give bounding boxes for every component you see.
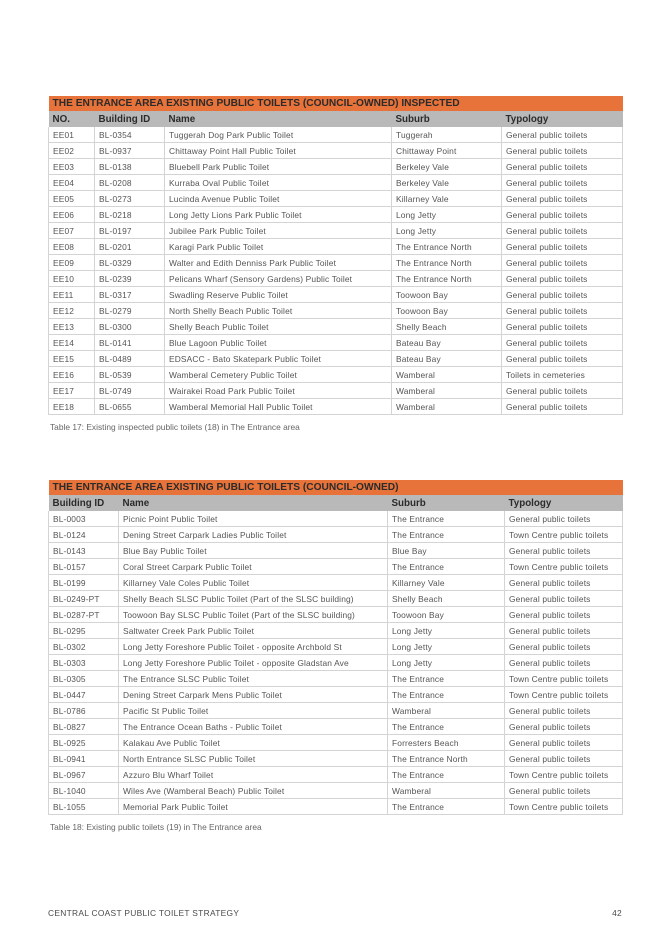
table-cell: General public toilets (505, 655, 623, 671)
table-row (49, 127, 623, 143)
table-row (49, 271, 623, 287)
table-cell: Town Centre public toilets (505, 527, 623, 543)
table-row (49, 303, 623, 319)
table-cell: BL-0317 (95, 287, 165, 303)
table-cell: North Entrance SLSC Public Toilet (119, 751, 388, 767)
table-cell: EE03 (49, 159, 95, 175)
table-body (49, 511, 623, 815)
table-cell: Berkeley Vale (392, 159, 502, 175)
table-cell: General public toilets (502, 287, 623, 303)
table-row (49, 639, 623, 655)
table-cell: Wairakei Road Park Public Toilet (165, 383, 392, 399)
table-cell: BL-0279 (95, 303, 165, 319)
table-row (49, 367, 623, 383)
table-cell: Chittaway Point Hall Public Toilet (165, 143, 392, 159)
table-row (49, 799, 623, 815)
table-cell: General public toilets (505, 735, 623, 751)
table-cell: General public toilets (502, 239, 623, 255)
table-cell: General public toilets (502, 255, 623, 271)
table-cell: Killarney Vale Coles Public Toilet (119, 575, 388, 591)
table-cell: Long Jetty (388, 623, 505, 639)
table-cell: General public toilets (502, 223, 623, 239)
table-cell: BL-0138 (95, 159, 165, 175)
column-header-typology: Typology (505, 495, 623, 511)
inspected-toilets-table-section (48, 96, 622, 432)
table-cell: Killarney Vale (388, 575, 505, 591)
table-row (49, 591, 623, 607)
table-cell: BL-0197 (95, 223, 165, 239)
table-cell: BL-1055 (49, 799, 119, 815)
table-cell: BL-0218 (95, 207, 165, 223)
table-row (49, 239, 623, 255)
table-cell: The Entrance (388, 687, 505, 703)
table-cell: Coral Street Carpark Public Toilet (119, 559, 388, 575)
table-cell: EE07 (49, 223, 95, 239)
table-cell: Bateau Bay (392, 335, 502, 351)
table-cell: Wamberal (392, 383, 502, 399)
table-cell: Wamberal (388, 783, 505, 799)
table-row (49, 575, 623, 591)
table-cell: BL-0303 (49, 655, 119, 671)
table-cell: EE06 (49, 207, 95, 223)
table-row (49, 527, 623, 543)
table-cell: Long Jetty (388, 639, 505, 655)
table-row (49, 351, 623, 367)
table-cell: EE17 (49, 383, 95, 399)
column-header-suburb: Suburb (388, 495, 505, 511)
table-cell: The Entrance North (392, 255, 502, 271)
table-cell: BL-0287-PT (49, 607, 119, 623)
column-header-building-id: Building ID (95, 111, 165, 127)
table-cell: The Entrance (388, 527, 505, 543)
table-cell: EE09 (49, 255, 95, 271)
table-cell: Long Jetty Lions Park Public Toilet (165, 207, 392, 223)
table-cell: Swadling Reserve Public Toilet (165, 287, 392, 303)
table-row (49, 703, 623, 719)
table-cell: EE11 (49, 287, 95, 303)
table-cell: General public toilets (505, 783, 623, 799)
table-cell: BL-0925 (49, 735, 119, 751)
table-cell: Toowoon Bay SLSC Public Toilet (Part of the SLSC building) (119, 607, 388, 623)
table-cell: EE01 (49, 127, 95, 143)
table-cell: EE05 (49, 191, 95, 207)
table-cell: Shelly Beach (392, 319, 502, 335)
table-cell: General public toilets (505, 639, 623, 655)
table-cell: Bluebell Park Public Toilet (165, 159, 392, 175)
table-cell: Shelly Beach Public Toilet (165, 319, 392, 335)
page-footer (48, 908, 622, 918)
table-row (49, 319, 623, 335)
inspected-toilets-table (48, 96, 623, 415)
table-cell: BL-0141 (95, 335, 165, 351)
table-cell: BL-0300 (95, 319, 165, 335)
table-cell: EE10 (49, 271, 95, 287)
table-cell: BL-0941 (49, 751, 119, 767)
table-title: THE ENTRANCE AREA EXISTING PUBLIC TOILETS (COUNCIL-OWNED) INSPECTED (49, 96, 623, 111)
table-cell: Picnic Point Public Toilet (119, 511, 388, 527)
table-cell: Toowoon Bay (388, 607, 505, 623)
table-cell: General public toilets (502, 383, 623, 399)
table-row (49, 559, 623, 575)
table-row (49, 751, 623, 767)
table-cell: BL-0295 (49, 623, 119, 639)
table-row (49, 191, 623, 207)
table-row (49, 511, 623, 527)
table-cell: Pelicans Wharf (Sensory Gardens) Public Toilet (165, 271, 392, 287)
table-row (49, 255, 623, 271)
table-cell: BL-0273 (95, 191, 165, 207)
table-row (49, 543, 623, 559)
table-cell: Saltwater Creek Park Public Toilet (119, 623, 388, 639)
table-cell: EE04 (49, 175, 95, 191)
table-cell: EE16 (49, 367, 95, 383)
table-cell: Town Centre public toilets (505, 671, 623, 687)
table-cell: EE02 (49, 143, 95, 159)
table-cell: Memorial Park Public Toilet (119, 799, 388, 815)
table-cell: BL-0201 (95, 239, 165, 255)
table-cell: EE13 (49, 319, 95, 335)
table-row (49, 623, 623, 639)
table-cell: General public toilets (502, 399, 623, 415)
table-cell: BL-0302 (49, 639, 119, 655)
table-row (49, 783, 623, 799)
page-number: 42 (612, 908, 622, 918)
column-header-typology: Typology (502, 111, 623, 127)
table-cell: Long Jetty Foreshore Public Toilet - opposite Archbold St (119, 639, 388, 655)
table-cell: BL-0354 (95, 127, 165, 143)
document-title: CENTRAL COAST PUBLIC TOILET STRATEGY (48, 908, 240, 918)
table-cell: Dening Street Carpark Mens Public Toilet (119, 687, 388, 703)
table-cell: Wamberal (392, 399, 502, 415)
table-cell: BL-0329 (95, 255, 165, 271)
table-cell: General public toilets (502, 335, 623, 351)
table-row (49, 207, 623, 223)
table-cell: Blue Bay Public Toilet (119, 543, 388, 559)
table-row (49, 671, 623, 687)
existing-toilets-table (48, 480, 623, 815)
table-cell: BL-0239 (95, 271, 165, 287)
table-cell: BL-0489 (95, 351, 165, 367)
table-row (49, 287, 623, 303)
table-cell: BL-0124 (49, 527, 119, 543)
table-cell: BL-0208 (95, 175, 165, 191)
table-row (49, 687, 623, 703)
table-cell: General public toilets (502, 271, 623, 287)
table-header-row (49, 111, 623, 127)
table-cell: Blue Bay (388, 543, 505, 559)
column-header-name: Name (165, 111, 392, 127)
table-cell: EE14 (49, 335, 95, 351)
table-cell: Town Centre public toilets (505, 799, 623, 815)
table-row (49, 223, 623, 239)
table-cell: General public toilets (505, 623, 623, 639)
table-cell: Tuggerah Dog Park Public Toilet (165, 127, 392, 143)
table-cell: Killarney Vale (392, 191, 502, 207)
existing-toilets-table-section (48, 480, 622, 832)
table-cell: EE08 (49, 239, 95, 255)
table-row (49, 143, 623, 159)
table-cell: The Entrance North (392, 239, 502, 255)
table-cell: General public toilets (505, 511, 623, 527)
table-row (49, 175, 623, 191)
table-cell: Kalakau Ave Public Toilet (119, 735, 388, 751)
table-body (49, 127, 623, 415)
table-cell: EE12 (49, 303, 95, 319)
column-header-building-id: Building ID (49, 495, 119, 511)
table-cell: The Entrance (388, 767, 505, 783)
table-cell: Berkeley Vale (392, 175, 502, 191)
table-cell: The Entrance North (392, 271, 502, 287)
table-row (49, 719, 623, 735)
table-cell: BL-0199 (49, 575, 119, 591)
table-row (49, 383, 623, 399)
table-cell: Azzuro Blu Wharf Toilet (119, 767, 388, 783)
table-cell: Walter and Edith Denniss Park Public Toilet (165, 255, 392, 271)
table-cell: Long Jetty (392, 223, 502, 239)
table-cell: Town Centre public toilets (505, 687, 623, 703)
table-cell: Wamberal Memorial Hall Public Toilet (165, 399, 392, 415)
table-cell: The Entrance (388, 559, 505, 575)
table-cell: The Entrance (388, 719, 505, 735)
table-cell: Toowoon Bay (392, 303, 502, 319)
table-cell: BL-1040 (49, 783, 119, 799)
table-row (49, 607, 623, 623)
table-row (49, 767, 623, 783)
table-cell: General public toilets (505, 751, 623, 767)
table-cell: General public toilets (502, 319, 623, 335)
table-cell: General public toilets (502, 351, 623, 367)
table-cell: BL-0003 (49, 511, 119, 527)
table-row (49, 159, 623, 175)
table-cell: BL-0937 (95, 143, 165, 159)
table-cell: BL-0967 (49, 767, 119, 783)
table-cell: Shelly Beach (388, 591, 505, 607)
table-cell: General public toilets (502, 191, 623, 207)
table-cell: Long Jetty Foreshore Public Toilet - opposite Gladstan Ave (119, 655, 388, 671)
table-cell: Blue Lagoon Public Toilet (165, 335, 392, 351)
table-header-row (49, 495, 623, 511)
table-cell: The Entrance SLSC Public Toilet (119, 671, 388, 687)
table-cell: The Entrance Ocean Baths - Public Toilet (119, 719, 388, 735)
table-row (49, 655, 623, 671)
table-cell: General public toilets (502, 127, 623, 143)
table-cell: General public toilets (502, 175, 623, 191)
table-cell: Long Jetty (388, 655, 505, 671)
table-cell: General public toilets (505, 719, 623, 735)
table-cell: Shelly Beach SLSC Public Toilet (Part of the SLSC building) (119, 591, 388, 607)
table-cell: BL-0157 (49, 559, 119, 575)
table-cell: EE15 (49, 351, 95, 367)
table-cell: Jubilee Park Public Toilet (165, 223, 392, 239)
table-cell: Tuggerah (392, 127, 502, 143)
table-cell: General public toilets (505, 703, 623, 719)
table-cell: Bateau Bay (392, 351, 502, 367)
table-cell: Karagi Park Public Toilet (165, 239, 392, 255)
table-cell: General public toilets (505, 607, 623, 623)
table-cell: Long Jetty (392, 207, 502, 223)
table-cell: General public toilets (502, 143, 623, 159)
table-cell: Wamberal (388, 703, 505, 719)
table-cell: General public toilets (502, 303, 623, 319)
table-cell: Toowoon Bay (392, 287, 502, 303)
table-row (49, 735, 623, 751)
column-header-name: Name (119, 495, 388, 511)
table-cell: General public toilets (502, 159, 623, 175)
table-cell: EDSACC - Bato Skatepark Public Toilet (165, 351, 392, 367)
table-cell: Kurraba Oval Public Toilet (165, 175, 392, 191)
table-title-row (49, 96, 623, 111)
table-title-row (49, 480, 623, 495)
table-cell: BL-0249-PT (49, 591, 119, 607)
table-cell: BL-0539 (95, 367, 165, 383)
table-cell: EE18 (49, 399, 95, 415)
table-cell: General public toilets (502, 207, 623, 223)
table-cell: BL-0305 (49, 671, 119, 687)
table-cell: BL-0827 (49, 719, 119, 735)
table-row (49, 335, 623, 351)
table-cell: Wamberal (392, 367, 502, 383)
table-cell: Wiles Ave (Wamberal Beach) Public Toilet (119, 783, 388, 799)
table-cell: Town Centre public toilets (505, 767, 623, 783)
table-cell: Wamberal Cemetery Public Toilet (165, 367, 392, 383)
table-cell: North Shelly Beach Public Toilet (165, 303, 392, 319)
table-cell: Forresters Beach (388, 735, 505, 751)
table-title: THE ENTRANCE AREA EXISTING PUBLIC TOILETS (COUNCIL-OWNED) (49, 480, 623, 495)
table-cell: Town Centre public toilets (505, 559, 623, 575)
table-cell: The Entrance (388, 511, 505, 527)
table-cell: Pacific St Public Toilet (119, 703, 388, 719)
table-cell: General public toilets (505, 591, 623, 607)
table-cell: BL-0786 (49, 703, 119, 719)
table-cell: The Entrance (388, 671, 505, 687)
table-cell: The Entrance (388, 799, 505, 815)
table-cell: BL-0749 (95, 383, 165, 399)
table-row (49, 399, 623, 415)
table-cell: Chittaway Point (392, 143, 502, 159)
table-cell: Dening Street Carpark Ladies Public Toilet (119, 527, 388, 543)
table-cell: BL-0447 (49, 687, 119, 703)
column-header-suburb: Suburb (392, 111, 502, 127)
table-cell: General public toilets (505, 543, 623, 559)
table-cell: Toilets in cemeteries (502, 367, 623, 383)
table-cell: General public toilets (505, 575, 623, 591)
table-cell: BL-0655 (95, 399, 165, 415)
table-cell: Lucinda Avenue Public Toilet (165, 191, 392, 207)
table-cell: The Entrance North (388, 751, 505, 767)
table-caption: Table 18: Existing public toilets (19) in The Entrance area (50, 822, 262, 832)
table-caption: Table 17: Existing inspected public toilets (18) in The Entrance area (50, 422, 300, 432)
column-header-no: NO. (49, 111, 95, 127)
table-cell: BL-0143 (49, 543, 119, 559)
